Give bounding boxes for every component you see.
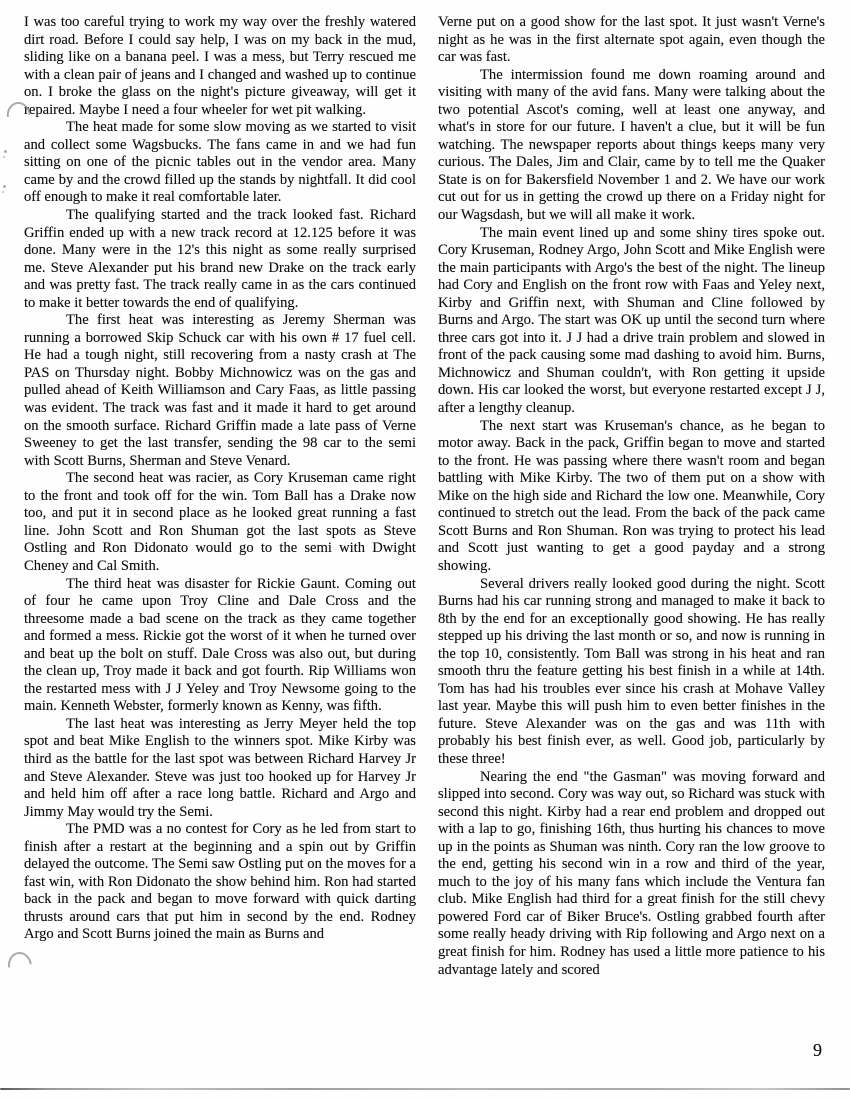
scan-artifact-dots: [3, 185, 6, 188]
article-left-column: [24, 14, 416, 979]
paragraph: Several drivers really looked good during the night. Scott Burns had his car running strong and managed to make it back to 8th by the end for an exceptionally good showing. He has really stepped up his driving the last month or so, and now is running in the top 10, consistently. Tom Ball was strong in his heat and ran smooth thru the feature getting his best finish in a while at 14th. Tom has had his troubles ever since his crash at Mohave Valley last year. Maybe this will push him to even better finishes in the future. Steve Alexander was on the gas and was 11th with probably his best finish ever, as well. Good job, particularly by these three!: [438, 575, 825, 767]
article-right-column: [438, 14, 825, 979]
paragraph: Nearing the end "the Gasman" was moving forward and slipped into second. Cory was way out, so Richard was stuck with second this night. Kirby had a rear end problem and dropped out with a lap to go, finishing 16th, thus hurting his chances to move up in the points as Shuman was ninth. Cory ran the low groove to the end, getting his second win in a row and third of the year, much to the joy of his many fans which include the Ventura fan club. Mike English had third for a great finish for the still chevy powered Ford car of Biker Bruce's. Ostling grabbed fourth after some really heady driving with Rip following and Argo next on a great finish for him. Rodney has used a little more patience to his advantage lately and scored: [438, 768, 825, 978]
paragraph: Verne put on a good show for the last spot. It just wasn't Verne's night as he was in the first alternate spot again, even though the car was fast.: [438, 14, 825, 66]
paragraph: The PMD was a no contest for Cory as he led from start to finish after a restart at the beginning and a spin out by Griffin delayed the outcome. The Semi saw Ostling put on the moves for a fast win, with Ron Didonato the show behind him. Ron had started back in the pack and began to move forward with quick darting thrusts around cars that put him in second by the end. Rodney Argo and Scott Burns joined the main as Burns and: [24, 821, 416, 943]
page-number: 9: [813, 1040, 822, 1060]
paragraph: The intermission found me down roaming around and visiting with many of the avid fans. Many were talking about the two potential Ascot's coming, well at least one anyway, and what's in store for our future. I haven't a clue, but it will be fun watching. The newspaper reports about things keeps many very curious. The Dales, Jim and Clair, came by to tell me the Quaker State is on for Bakersfield November 1 and 2. We have our work cut out for us in getting the crowd up there on a Friday night for our Wagsdash, but we will all make it work.: [438, 66, 825, 224]
paragraph: The qualifying started and the track looked fast. Richard Griffin ended up with a new track record at 12.125 before it was done. Many were in the 12's this night as some really surprised me. Steve Alexander put his brand new Drake on the track early and was pretty fast. The track really came in as the cars continued to make it better towards the end of qualifying.: [24, 207, 416, 311]
paragraph: The first heat was interesting as Jeremy Sherman was running a borrowed Skip Schuck car with his own # 17 fuel cell. He had a tough night, still recovering from a nasty crash at The PAS on Thursday night. Bobby Michnowicz was on the gas and pulled ahead of Keith Williamson and Cary Faas, as little passing was evident. The track was fast and it made it hard to get around on the smooth surface. Richard Griffin made a late pass of Verne Sweeney to get the last transfer, sending the 98 car to the semi with Scott Burns, Sherman and Steve Venard.: [24, 312, 416, 469]
paragraph: The second heat was racier, as Cory Kruseman came right to the front and took off for the win. Tom Ball has a Drake now too, and put it in second place as he looked great running a fast line. John Scott and Ron Shuman got the last spots as Steve Ostling and Ron Didonato would go to the semi with Dwight Cheney and Cal Smith.: [24, 470, 416, 574]
paragraph: The main event lined up and some shiny tires spoke out. Cory Kruseman, Rodney Argo, John Scott and Mike English were the main participants with Argo's the best of the night. The lineup had Cory and English on the front row with Faas and Yeley next, Kirby and Griffin next, with Shuman and Cline followed by Burns and Argo. The start was OK up until the second turn where three cars got into it. J J had a drive train problem and slowed in front of the pack causing some mad dashing to avoid him. Burns, Michnowicz and Shuman couldn't, with Ron getting it upside down. His car looked the worst, but everyone restarted except J J, after a lengthy cleanup.: [438, 224, 825, 417]
bottom-rule: [0, 1088, 850, 1090]
scan-artifact-dots: [4, 150, 7, 153]
paragraph: The next start was Kruseman's chance, as he began to motor away. Back in the pack, Griffin began to move and started to the front. He was passing where there wasn't room and began battling with Mike Kirby. The two of them put on a show with Mike on the high side and Richard the low one. Meanwhile, Cory continued to stretch out the lead. From the back of the pack came Scott Burns and Ron Shuman. Ron was trying to protect his lead and Scott just wanting to get a good payday and a strong showing.: [438, 417, 825, 574]
paragraph: The third heat was disaster for Rickie Gaunt. Coming out of four he came upon Troy Cline and Dale Cross and the threesome made a bad scene on the track as they came together and formed a mess. Rickie got the worst of it when he turned over and beat up the bolt on stuff. Dale Cross was also out, but during the clean up, Troy made it back and got fourth. Rip Williams won the restarted mess with J J Yeley and Troy Newsome going to the main. Kenneth Webster, formerly known as Kenny, was fifth.: [24, 575, 416, 715]
paragraph: The last heat was interesting as Jerry Meyer held the top spot and beat Mike English to the winners spot. Mike Kirby was third as the battle for the last spot was between Richard Harvey Jr and Steve Alexander. Steve was just too hooked up for Harvey Jr and held him off after a race long battle. Richard and Argo and Jimmy May would try the Semi.: [24, 715, 416, 820]
paragraph: I was too careful trying to work my way over the freshly watered dirt road. Before I could say help, I was on my back in the mud, sliding like on a banana peel. I was a mess, but Terry rescued me with a clean pair of jeans and I changed and washed up to continue on. I broke the glass on the night's picture giveaway, will get it repaired. Maybe I need a four wheeler for wet pit walking.: [24, 14, 416, 118]
article-body: [24, 14, 825, 979]
paragraph: The heat made for some slow moving as we started to visit and collect some Wagsbucks. The fans came in and we had fun sitting on one of the picnic tables out in the vendor area. Many came by and the crowd filled up the stands by nightfall. It did cool off enough to make it real comfortable later.: [24, 119, 416, 206]
